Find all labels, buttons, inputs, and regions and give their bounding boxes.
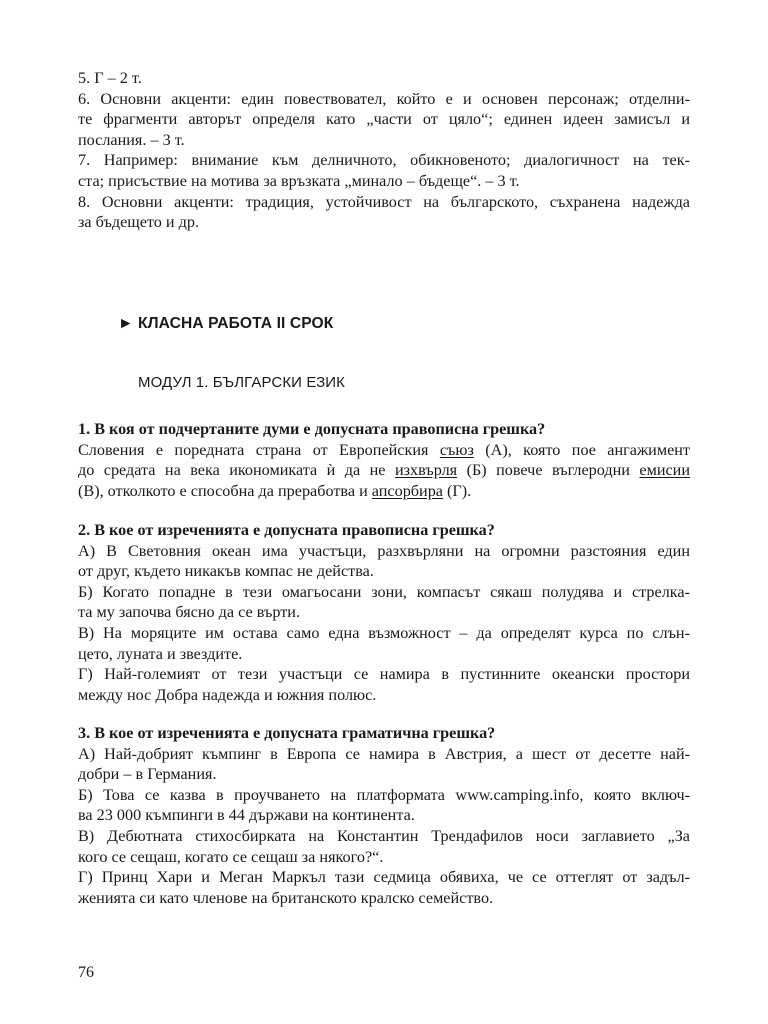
question-2-option-c-line-1: В) На моряците им остава само една възможност – да определят курса по слън- [78,623,690,642]
answers-block [78,68,690,233]
page-number: 76 [78,964,94,981]
question-2-option-b-line-1: Б) Когато попадне в тези омагьосани зони, компасът сякаш полудява и стрелка- [78,582,690,601]
question-3-option-b-line-1: Б) Това се казва в проучването на платформата www.camping.info, която включ- [78,785,690,804]
answer-7-line-1: 7. Например: внимание към делничното, обикновеното; диалогичност на тек- [78,151,690,170]
question-3-option-a-line-1: А) Най-добрият къмпинг в Европа се намира в Австрия, а шест от десетте най- [78,744,690,763]
question-1-line-2: до средата на века икономиката ѝ да не изхвърля (Б) повече въглеродни емисии [78,461,690,480]
question-3-title: 3. В кое от изреченията е допусната граматична грешка? [78,724,496,742]
question-3-option-b-line-2: ва 23 000 къмпинги в 44 държави на континента. [78,806,415,825]
section-heading [118,315,333,333]
question-1-line-3: (В), отколкото е способна да преработва и апсорбира (Г). [78,481,472,500]
question-3-option-d-line-2: женията си като членове на британското кралско семейство. [78,888,494,907]
question-3-option-d-line-1: Г) Принц Хари и Меган Маркъл тази седмица обявиха, че се оттеглят от задъл- [78,868,690,887]
question-3-option-c-line-2: кого се сещаш, когато се сещаш за някого?“. [78,847,384,866]
underlined-word-a: съюз [439,440,474,459]
arrow-icon: ► [118,315,134,332]
question-1-line-1: Словения е поредната страна от Европейския съюз (А), която пое ангажимент [78,440,690,459]
answer-6-line-1: 6. Основни акценти: един повествовател, който е и основен персонаж; отделни- [78,89,690,108]
question-2-option-b-line-2: та му започва бясно да се върти. [78,603,301,622]
answer-8-line-1: 8. Основни акценти: традиция, устойчивост на българското, съхранена надежда [78,192,690,211]
underlined-word-d: апсорбира [371,481,443,500]
answer-6-line-3: послания. – 3 т. [78,130,185,149]
question-2-title: 2. В кое от изреченията е допусната правописна грешка? [78,521,495,539]
answer-8-line-2: за бъдещето и др. [78,213,199,232]
module-heading: МОДУЛ 1. БЪЛГАРСКИ ЕЗИК [138,374,345,391]
question-2-option-a-line-2: от друг, където никакъв компас не действа. [78,562,374,581]
question-2-option-d-line-2: между нос Добра надежда и южния полюс. [78,685,377,704]
question-2 [78,520,690,705]
answer-6-line-2: те фрагменти авторът определя като „части от цяло“; единен идеен замисъл и [78,110,690,129]
question-2-option-c-line-2: цето, луната и звездите. [78,644,243,663]
question-2-option-a-line-1: А) В Световния океан има участъци, разхвърляни на огромни разстояния един [78,541,690,560]
question-3-option-c-line-1: В) Дебютната стихосбирката на Константин Трендафилов носи заглавието „За [78,826,690,845]
answer-7-line-2: ста; присъствие на мотива за връзката „минало – бъдеще“. – 3 т. [78,171,520,190]
question-2-option-d-line-1: Г) Най-големият от тези участъци се намира в пустинните океански простори [78,665,690,684]
section-title: КЛАСНА РАБОТА II СРОК [137,315,334,332]
question-3 [78,723,690,908]
underlined-word-b: изхвърля [394,461,458,480]
question-3-option-a-line-2: добри – в Германия. [78,765,217,784]
question-1 [78,419,690,501]
question-1-title: 1. В коя от подчертаните думи е допусната правописна грешка? [78,420,546,438]
answer-5: 5. Г – 2 т. [78,69,142,87]
underlined-word-c: емисии [639,461,690,480]
